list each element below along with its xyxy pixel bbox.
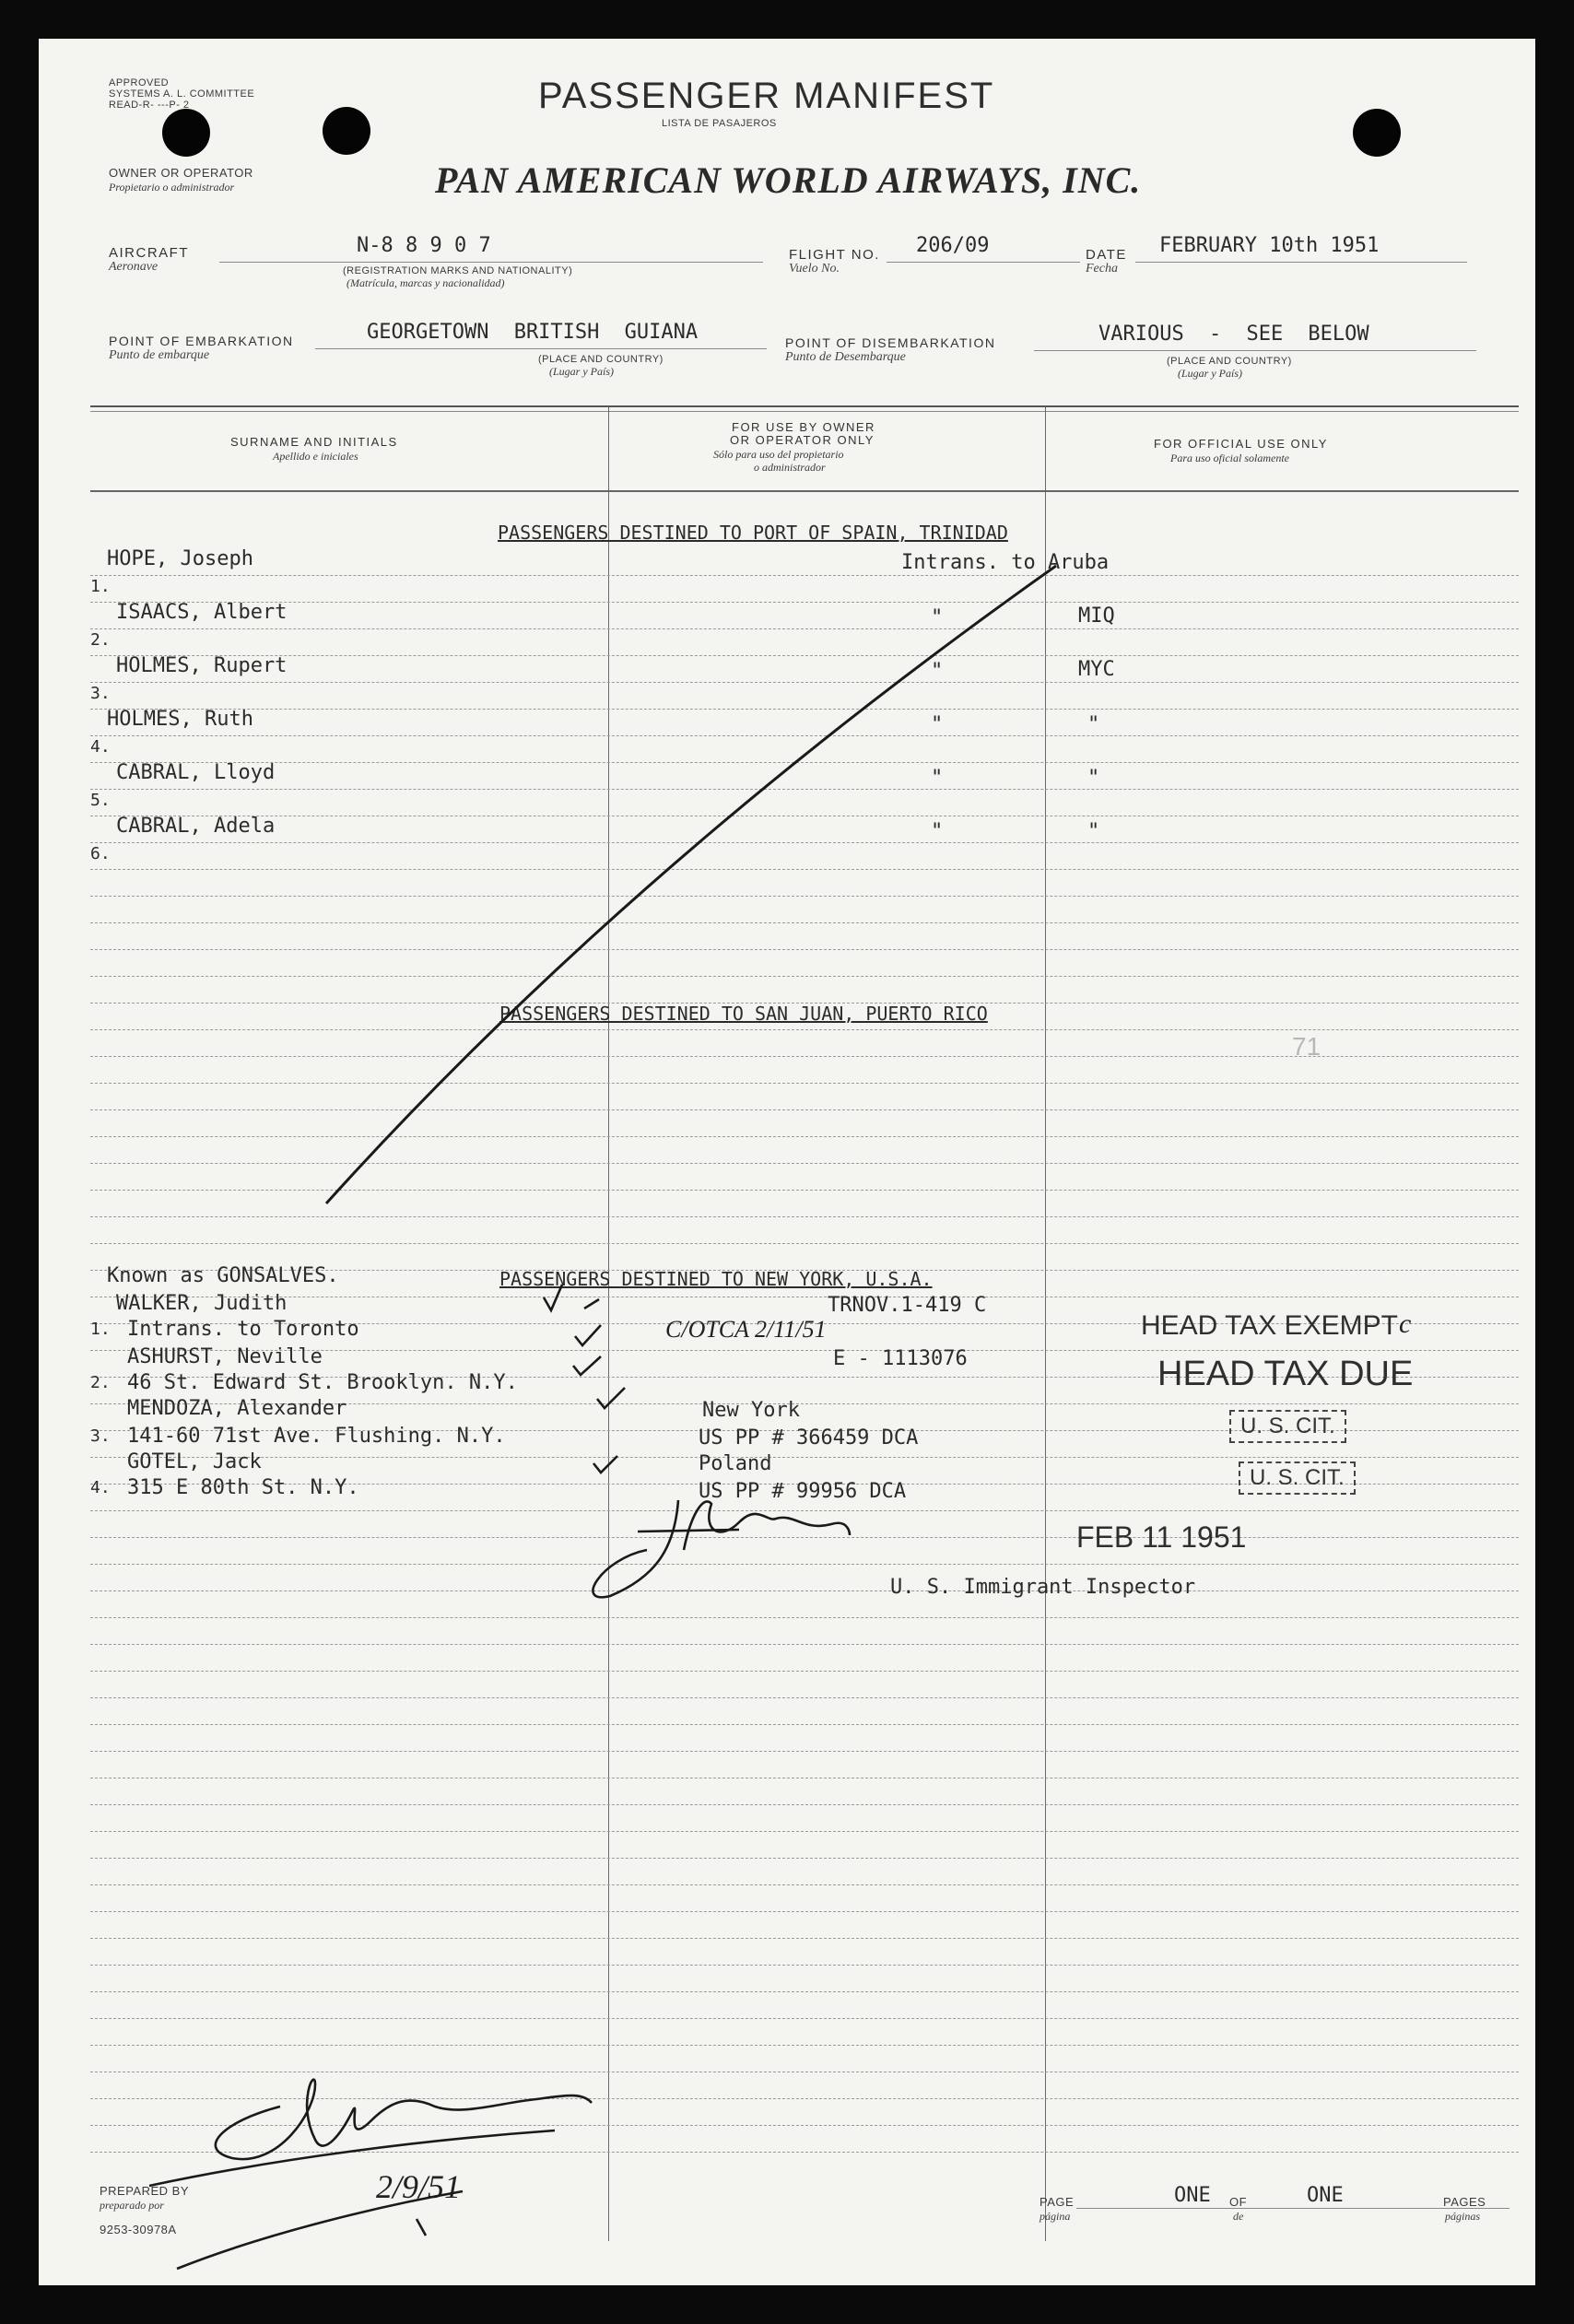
flight-label-es: Vuelo No.	[789, 262, 840, 276]
passenger-name: GOTEL, Jack	[127, 1450, 262, 1473]
passenger-address: 315 E 80th St. N.Y.	[127, 1476, 359, 1499]
preparer-signature	[149, 2080, 592, 2269]
column-header-operator-1: FOR USE BY OWNER	[732, 420, 875, 434]
head-tax-exempt-mark: c	[1399, 1309, 1412, 1339]
handwriting-overlay	[39, 39, 1535, 2285]
column-header-surname-es: Apellido e iniciales	[273, 450, 358, 463]
column-header-official-es: Para uso oficial solamente	[1170, 452, 1289, 464]
cancellation-stroke	[326, 566, 1056, 1203]
of-label-es: de	[1233, 2210, 1244, 2223]
aircraft-label-es: Aeronave	[109, 260, 159, 274]
column-header-surname: SURNAME AND INITIALS	[230, 435, 398, 449]
passenger-name: MENDOZA, Alexander	[127, 1397, 347, 1420]
official-pencil-note: 71	[1292, 1032, 1321, 1061]
page-title-es: LISTA DE PASAJEROS	[662, 118, 777, 129]
known-as-note: Known as GONSALVES.	[107, 1264, 339, 1287]
aircraft-label: AIRCRAFT	[109, 245, 189, 261]
passenger-operator-note: Intrans. to Aruba	[901, 551, 1110, 574]
page-label-es: página	[1040, 2210, 1071, 2223]
flight-number: 206/09	[916, 234, 990, 257]
column-header-official: FOR OFFICIAL USE ONLY	[1154, 437, 1328, 451]
passenger-official-note: "	[1087, 713, 1100, 736]
page-number: ONE	[1174, 2184, 1211, 2207]
flight-label: FLIGHT NO.	[789, 247, 880, 263]
embarkation-label-es: Punto de embarque	[109, 348, 210, 362]
signature-date: 2/9/51	[376, 2168, 462, 2205]
passenger-number: 4.	[90, 1478, 111, 1497]
passenger-address: 141-60 71st Ave. Flushing. N.Y.	[127, 1425, 506, 1448]
section-heading-new-york: PASSENGERS DESTINED TO NEW YORK, U.S.A.	[499, 1268, 933, 1290]
passenger-official-note: "	[1087, 767, 1100, 790]
passenger-operator-note: "	[931, 767, 944, 790]
passenger-address: Intrans. to Toronto	[127, 1318, 359, 1341]
of-label: OF	[1229, 2195, 1248, 2209]
approved-line-1: APPROVED	[109, 77, 170, 88]
section-heading-san-juan: PASSENGERS DESTINED TO SAN JUAN, PUERTO RICO	[499, 1003, 988, 1025]
head-tax-exempt-stamp: HEAD TAX EXEMPT	[1141, 1310, 1398, 1341]
aircraft-registration: N-8 8 9 0 7	[357, 234, 491, 257]
passenger-operator-note: "	[931, 606, 944, 629]
passenger-operator-note: "	[931, 660, 944, 683]
owner-label-es: Propietario o administrador	[109, 181, 235, 194]
passenger-official-note: "	[1087, 820, 1100, 843]
us-citizen-stamp: U. S. CIT.	[1239, 1461, 1356, 1495]
embarkation-value: GEORGETOWN BRITISH GUIANA	[367, 321, 699, 344]
date-label: DATE	[1086, 247, 1127, 263]
passenger-number: 4.	[90, 737, 111, 757]
passenger-number: 5.	[90, 791, 111, 810]
pages-label-es: páginas	[1445, 2210, 1481, 2223]
approved-line-2: SYSTEMS A. L. COMMITTEE	[109, 88, 255, 100]
passenger-name: HOLMES, Rupert	[116, 654, 288, 677]
passenger-address: 46 St. Edward St. Brooklyn. N.Y.	[127, 1371, 518, 1394]
page-label: PAGE	[1040, 2195, 1075, 2209]
passenger-operator-note: TRNOV.1-419 C	[828, 1294, 987, 1317]
passport-number: US PP # 366459 DCA	[699, 1426, 919, 1450]
passenger-name: CABRAL, Lloyd	[116, 761, 276, 784]
passenger-number: 2.	[90, 630, 111, 650]
owner-name: PAN AMERICAN WORLD AIRWAYS, INC.	[435, 159, 1142, 201]
inspector-title: U. S. Immigrant Inspector	[890, 1576, 1196, 1599]
column-header-operator-es-1: Sólo para uso del propietario	[713, 448, 844, 461]
approved-line-3: READ-R- ---P- 2	[109, 100, 190, 111]
passenger-operator-note: "	[931, 820, 944, 843]
passenger-name: ASHURST, Neville	[127, 1345, 323, 1368]
handwritten-clearance-note: C/OTCA 2/11/51	[665, 1316, 827, 1343]
inspector-signature	[593, 1500, 850, 1597]
embarkation-sub-label: (PLACE AND COUNTRY)	[538, 354, 664, 365]
passenger-operator-note: "	[931, 713, 944, 736]
disembarkation-label-es: Punto de Desembarque	[785, 350, 906, 364]
inspection-date-stamp: FEB 11 1951	[1076, 1520, 1247, 1554]
passenger-operator-note: New York	[702, 1399, 800, 1422]
passenger-official-note: MYC	[1078, 658, 1115, 681]
aircraft-sub-label-es: (Matrícula, marcas y nacionalidad)	[347, 276, 505, 289]
flight-date: FEBRUARY 10th 1951	[1159, 234, 1380, 257]
disembarkation-label: POINT OF DISEMBARKATION	[785, 335, 996, 350]
column-header-operator-2: OR OPERATOR ONLY	[730, 433, 875, 447]
page-title: PASSENGER MANIFEST	[538, 76, 995, 116]
prepared-by-label-es: preparado por	[100, 2199, 164, 2212]
passenger-number: 3.	[90, 1426, 111, 1446]
passenger-name: WALKER, Judith	[116, 1292, 288, 1315]
check-mark-icons	[544, 1285, 625, 1473]
passenger-official-note: MIQ	[1078, 604, 1115, 628]
disembarkation-value: VARIOUS - SEE BELOW	[1098, 323, 1369, 346]
passenger-name: CABRAL, Adela	[116, 815, 276, 838]
owner-label: OWNER OR OPERATOR	[109, 166, 253, 180]
column-header-operator-es-2: o administrador	[754, 461, 826, 474]
pages-label: PAGES	[1443, 2195, 1486, 2209]
form-number: 9253-30978A	[100, 2223, 177, 2236]
manifest-sheet	[39, 39, 1535, 2285]
passenger-name: HOLMES, Ruth	[107, 708, 253, 731]
passport-number: US PP # 99956 DCA	[699, 1480, 907, 1503]
passenger-number: 6.	[90, 844, 111, 863]
disembarkation-sub-label: (PLACE AND COUNTRY)	[1167, 356, 1292, 367]
passenger-number: 1.	[90, 1320, 111, 1339]
passenger-operator-note: Poland	[699, 1452, 772, 1475]
passenger-number: 2.	[90, 1373, 111, 1392]
aircraft-sub-label: (REGISTRATION MARKS AND NATIONALITY)	[343, 265, 573, 276]
embarkation-label: POINT OF EMBARKATION	[109, 334, 294, 348]
passenger-operator-note: E - 1113076	[833, 1347, 968, 1370]
passenger-name: HOPE, Joseph	[107, 547, 253, 570]
head-tax-due-stamp: HEAD TAX DUE	[1157, 1355, 1414, 1393]
us-citizen-stamp: U. S. CIT.	[1229, 1410, 1346, 1443]
passenger-number: 3.	[90, 684, 111, 703]
date-label-es: Fecha	[1086, 262, 1118, 276]
total-pages: ONE	[1307, 2184, 1344, 2207]
passenger-number: 1.	[90, 577, 111, 596]
passenger-name: ISAACS, Albert	[116, 601, 288, 624]
embarkation-sub-label-es: (Lugar y País)	[549, 365, 614, 378]
prepared-by-label: PREPARED BY	[100, 2184, 190, 2198]
disembarkation-sub-label-es: (Lugar y País)	[1178, 367, 1242, 380]
section-heading-port-of-spain: PASSENGERS DESTINED TO PORT OF SPAIN, TRINIDAD	[498, 522, 1008, 544]
